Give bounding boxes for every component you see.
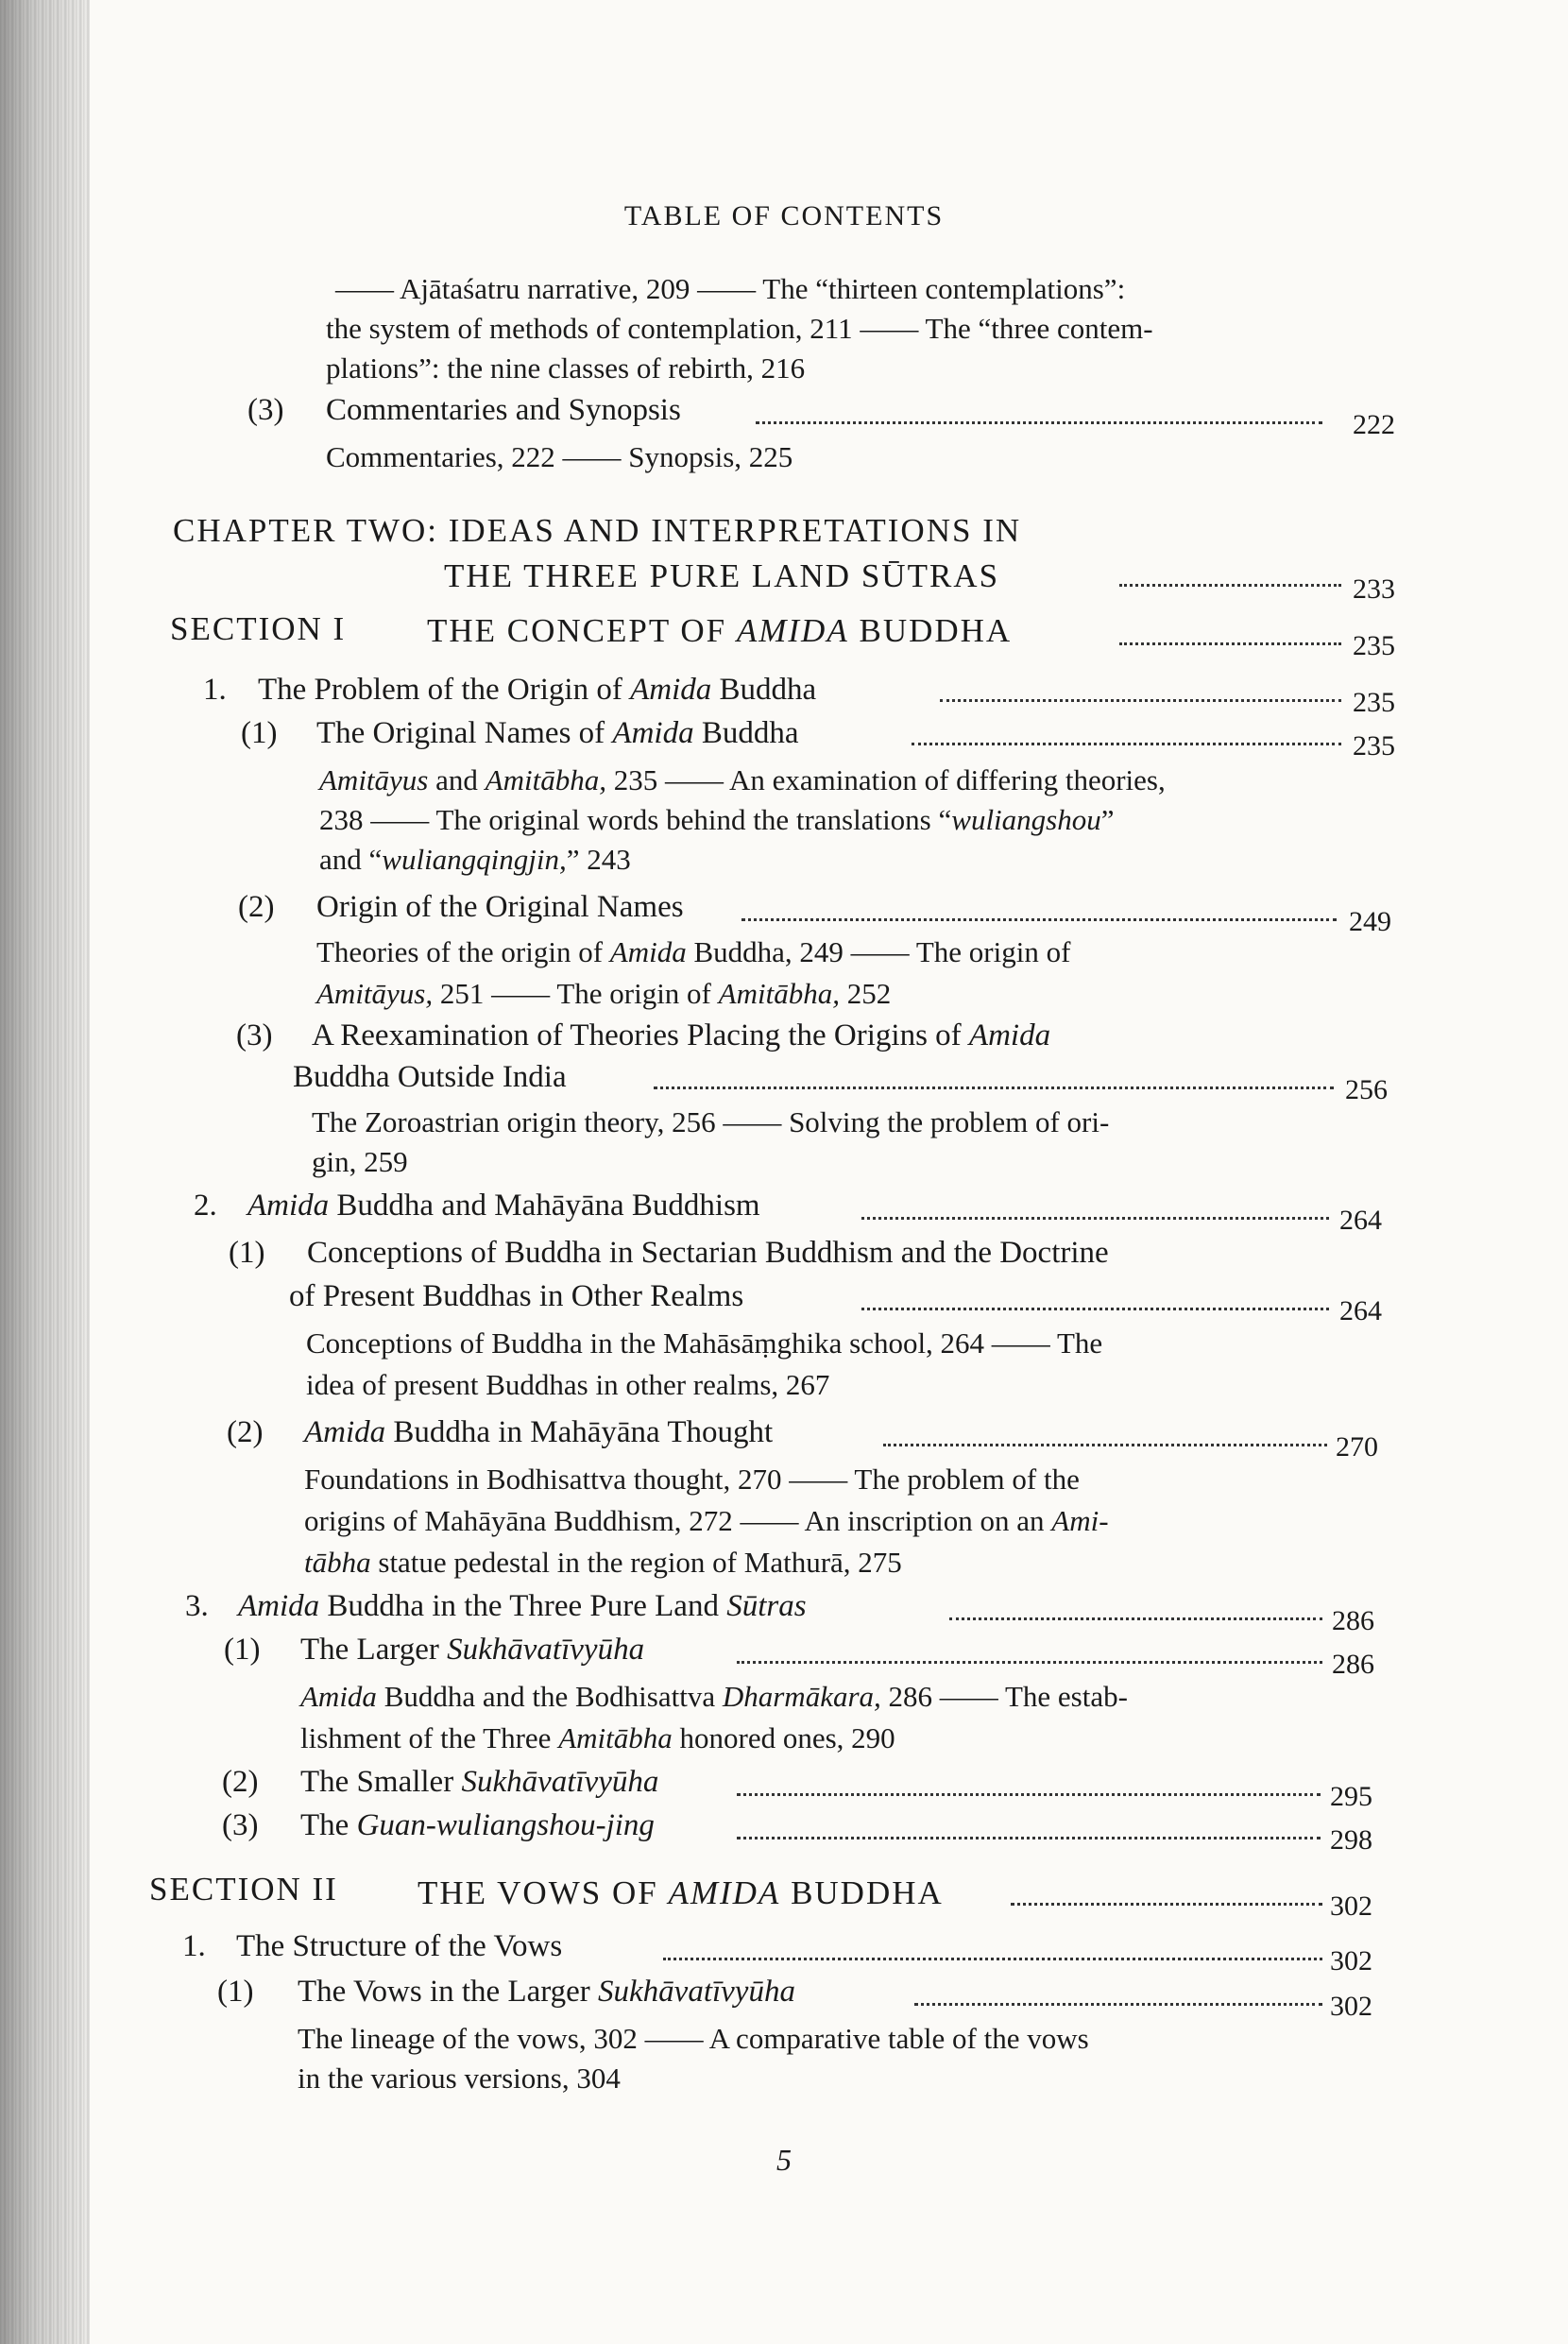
section-label: SECTION I: [170, 610, 347, 647]
leader-dots: [883, 1444, 1327, 1446]
toc-number: (1): [224, 1633, 261, 1667]
page-folio: 5: [776, 2143, 792, 2177]
cont-line: plations”: the nine classes of rebirth, 216: [326, 351, 806, 385]
page-number: 222: [1353, 409, 1395, 440]
page-number: 264: [1339, 1295, 1382, 1326]
leader-dots: [654, 1086, 1334, 1089]
toc-entry-title: A Reexamination of Theories Placing the Origins of Amida: [312, 1018, 1051, 1052]
page-number: 286: [1332, 1605, 1374, 1636]
cont-line: —— Ajātaśatru narrative, 209 —— The “thirteen contemplations”:: [335, 272, 1126, 305]
page-number: 264: [1339, 1205, 1382, 1236]
toc-entry-title: Amida Buddha in Mahāyāna Thought: [304, 1415, 774, 1449]
leader-dots: [663, 1958, 1322, 1960]
toc-entry-title: The Smaller Sukhāvatīvyūha: [300, 1765, 659, 1799]
cont-line: the system of methods of contemplation, 211 —— The “three contem-: [326, 312, 1153, 345]
toc-number: 1.: [182, 1929, 206, 1963]
toc-subtopics: tābha statue pedestal in the region of Mathurā, 275: [304, 1546, 902, 1579]
page-number: 235: [1353, 687, 1395, 718]
toc-subtopics: Foundations in Bodhisattva thought, 270 —— The problem of the: [304, 1463, 1080, 1496]
toc-subtopics: Amida Buddha and the Bodhisattva Dharmākara, 286 —— The estab-: [300, 1680, 1128, 1713]
leader-dots: [940, 699, 1341, 702]
leader-dots: [949, 1617, 1322, 1620]
toc-subtopics: 238 —— The original words behind the translations “wuliangshou”: [319, 803, 1115, 836]
leader-dots: [912, 743, 1341, 745]
section-title: THE VOWS OF AMIDA BUDDHA: [418, 1874, 944, 1911]
leader-dots: [861, 1308, 1329, 1310]
page-number: 302: [1330, 1991, 1372, 2022]
page-number: 286: [1332, 1649, 1374, 1680]
toc-number: (1): [229, 1236, 265, 1270]
toc-entry-title: The Guan-wuliangshou-jing: [300, 1808, 655, 1842]
running-head: TABLE OF CONTENTS: [623, 200, 945, 231]
page-number: 235: [1353, 730, 1395, 761]
toc-entry-title: Conceptions of Buddha in Sectarian Buddhism and the Doctrine: [307, 1236, 1109, 1270]
toc-entry-title: Origin of the Original Names: [316, 890, 684, 924]
page-number: 249: [1349, 906, 1391, 937]
leader-dots: [861, 1217, 1329, 1220]
toc-subtopics: The Zoroastrian origin theory, 256 —— Solving the problem of ori-: [312, 1105, 1110, 1138]
toc-entry-title: The Structure of the Vows: [236, 1929, 563, 1963]
toc-number: 1.: [203, 673, 227, 707]
page-number: 295: [1330, 1781, 1372, 1812]
toc-number: 3.: [185, 1589, 209, 1623]
toc-entry-title: Commentaries and Synopsis: [326, 393, 681, 427]
toc-entry-title: Buddha Outside India: [293, 1060, 567, 1094]
chapter-heading: CHAPTER TWO: IDEAS AND INTERPRETATIONS IN: [173, 512, 1022, 549]
toc-subtopics: origins of Mahāyāna Buddhism, 272 —— An inscription on an Ami-: [304, 1504, 1109, 1537]
toc-subtopics: lishment of the Three Amitābha honored ones, 290: [300, 1721, 895, 1754]
page-number: 233: [1353, 573, 1395, 605]
page-number: 235: [1353, 630, 1395, 661]
chapter-heading: THE THREE PURE LAND SŪTRAS: [444, 557, 1000, 594]
toc-number: (2): [227, 1415, 264, 1449]
toc-number: (2): [238, 890, 275, 924]
page-number: 298: [1330, 1824, 1372, 1856]
toc-entry-title: The Problem of the Origin of Amida Buddha: [258, 673, 817, 707]
page-number: 270: [1336, 1431, 1378, 1463]
leader-dots: [914, 2003, 1322, 2006]
toc-subtopics: gin, 259: [312, 1145, 408, 1178]
toc-number: (3): [222, 1808, 259, 1842]
toc-subtopics: and “wuliangqingjin,” 243: [319, 843, 631, 876]
page-number: 256: [1345, 1074, 1388, 1105]
section-label: SECTION II: [149, 1871, 338, 1908]
toc-number: (3): [236, 1018, 273, 1052]
toc-entry-title: Amida Buddha in the Three Pure Land Sūtras: [238, 1589, 807, 1623]
toc-entry-title: Amida Buddha and Mahāyāna Buddhism: [247, 1189, 760, 1223]
leader-dots: [756, 421, 1322, 424]
leader-dots: [737, 1837, 1321, 1839]
toc-subtopics: Conceptions of Buddha in the Mahāsāṃghika school, 264 —— The: [306, 1326, 1103, 1360]
toc-number: (1): [241, 716, 278, 750]
leader-dots: [737, 1793, 1321, 1796]
toc-number: (3): [247, 393, 284, 427]
toc-subtopics: Amitāyus and Amitābha, 235 —— An examination of differing theories,: [319, 763, 1166, 796]
leader-dots: [741, 918, 1337, 921]
leader-dots: [1011, 1903, 1322, 1906]
toc-entry-title: The Larger Sukhāvatīvyūha: [300, 1633, 645, 1667]
toc-subtopics: in the various versions, 304: [298, 2062, 621, 2095]
toc-entry-title: The Vows in the Larger Sukhāvatīvyūha: [298, 1975, 795, 2009]
toc-number: (2): [222, 1765, 259, 1799]
toc-entry-title: of Present Buddhas in Other Realms: [289, 1279, 744, 1313]
leader-dots: [737, 1661, 1322, 1664]
toc-number: (1): [217, 1975, 254, 2009]
toc-subtopics: The lineage of the vows, 302 —— A comparative table of the vows: [298, 2022, 1089, 2055]
page-number: 302: [1330, 1945, 1372, 1976]
toc-subtopics: Amitāyus, 251 —— The origin of Amitābha, 252: [316, 977, 892, 1010]
leader-dots: [1119, 642, 1341, 645]
leader-dots: [1119, 584, 1341, 587]
toc-subtopics: idea of present Buddhas in other realms, 267: [306, 1368, 830, 1401]
page-number: 302: [1330, 1891, 1372, 1922]
toc-subtopics: Commentaries, 222 —— Synopsis, 225: [326, 440, 793, 473]
section-title: THE CONCEPT OF AMIDA BUDDHA: [427, 612, 1013, 649]
toc-subtopics: Theories of the origin of Amida Buddha, 249 —— The origin of: [316, 935, 1071, 968]
toc-number: 2.: [194, 1189, 217, 1223]
toc-entry-title: The Original Names of Amida Buddha: [316, 716, 799, 750]
